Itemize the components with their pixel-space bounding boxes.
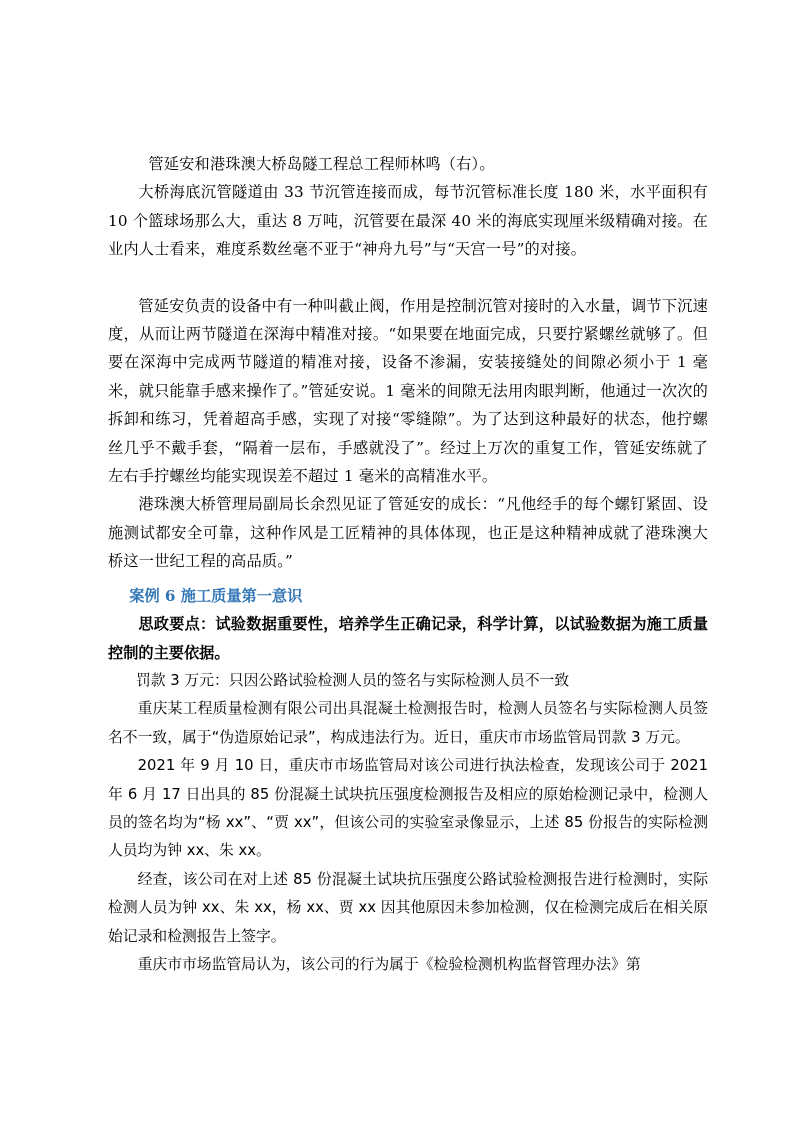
paragraph-investigation: 经查，该公司在对上述 85 份混凝土试块抗压强度公路试验检测报告进行检测时，实际检测人员为钟 xx、朱 xx，杨 xx、贾 xx 因其他原因未参加检测，仅在检测完成后在相关原始记录和检测报告上签字。 [108, 870, 708, 945]
photo-caption: 管延安和港珠澳大桥岛隧工程总工程师林鸣（右）。 [148, 155, 495, 173]
document-page [108, 150, 708, 979]
penalty-title: 罚款 3 万元：只因公路试验检测人员的签名与实际检测人员不一致 [136, 671, 570, 689]
paragraph-quote: 港珠澳大桥管理局副局长余烈见证了管延安的成长：“凡他经手的每个螺钉紧固、设施测试都安全可靠，这种作风是工匠精神的具体体现，也正是这种精神成就了港珠澳大桥这一世纪工程的高品质。” [108, 495, 708, 571]
paragraph-inspection: 2021 年 9 月 10 日，重庆市市场监管局对该公司进行执法检查，发现该公司于 2021 年 6 月 17 日出具的 85 份混凝土试块抗压强度检测报告及相应的原始检测记录中，检测人员的签名均为“杨 xx”、“贾 xx”，但该公司的实验室录像显示，上述 85 份报告的实际检测人员均为钟 xx、朱 xx。 [108, 757, 708, 860]
key-points: 思政要点：试验数据重要性，培养学生正确记录，科学计算，以试验数据为施工质量控制的主要依据。 [108, 615, 708, 662]
paragraph-case-intro: 重庆某工程质量检测有限公司出具混凝土检测报告时，检测人员签名与实际检测人员签名不一致，属于“伪造原始记录”，构成违法行为。近日，重庆市市场监管局罚款 3 万元。 [108, 700, 708, 746]
paragraph-gap [108, 264, 708, 292]
paragraph-valve: 管延安负责的设备中有一种叫截止阀，作用是控制沉管对接时的入水量，调节下沉速度，从而让两节隧道在深海中精准对接。“如果要在地面完成，只要拧紧螺丝就够了。但要在深海中完成两节隧道的精准对接，设备不渗漏，安装接缝处的间隙必须小于 1 毫米，就只能靠手感来操作了。”管延安说。1 毫米的间隙无法用肉眼判断，他通过一次次的拆卸和练习，凭着超高手感，实现了对接“零缝隙”。为了达到这种最好的状态，他拧螺丝几乎不戴手套，“隔着一层布，手感就没了”。经过上万次的重复工作，管延安练就了左右手拧螺丝均能实现误差不超过 1 毫米的高精准水平。 [108, 296, 708, 486]
paragraph-tunnel: 大桥海底沉管隧道由 33 节沉管连接而成，每节沉管标准长度 180 米，水平面积有 10 个篮球场那么大，重达 8 万吨，沉管要在最深 40 米的海底实现厘米级精确对接。在业内人士看来，难度系数丝毫不亚于“神舟九号”与“天宫一号”的对接。 [108, 183, 708, 259]
paragraph-conclusion: 重庆市市场监管局认为，该公司的行为属于《检验检测机构监督管理办法》第 [137, 955, 641, 973]
section-heading: 案例 6 施工质量第一意识 [129, 586, 303, 605]
